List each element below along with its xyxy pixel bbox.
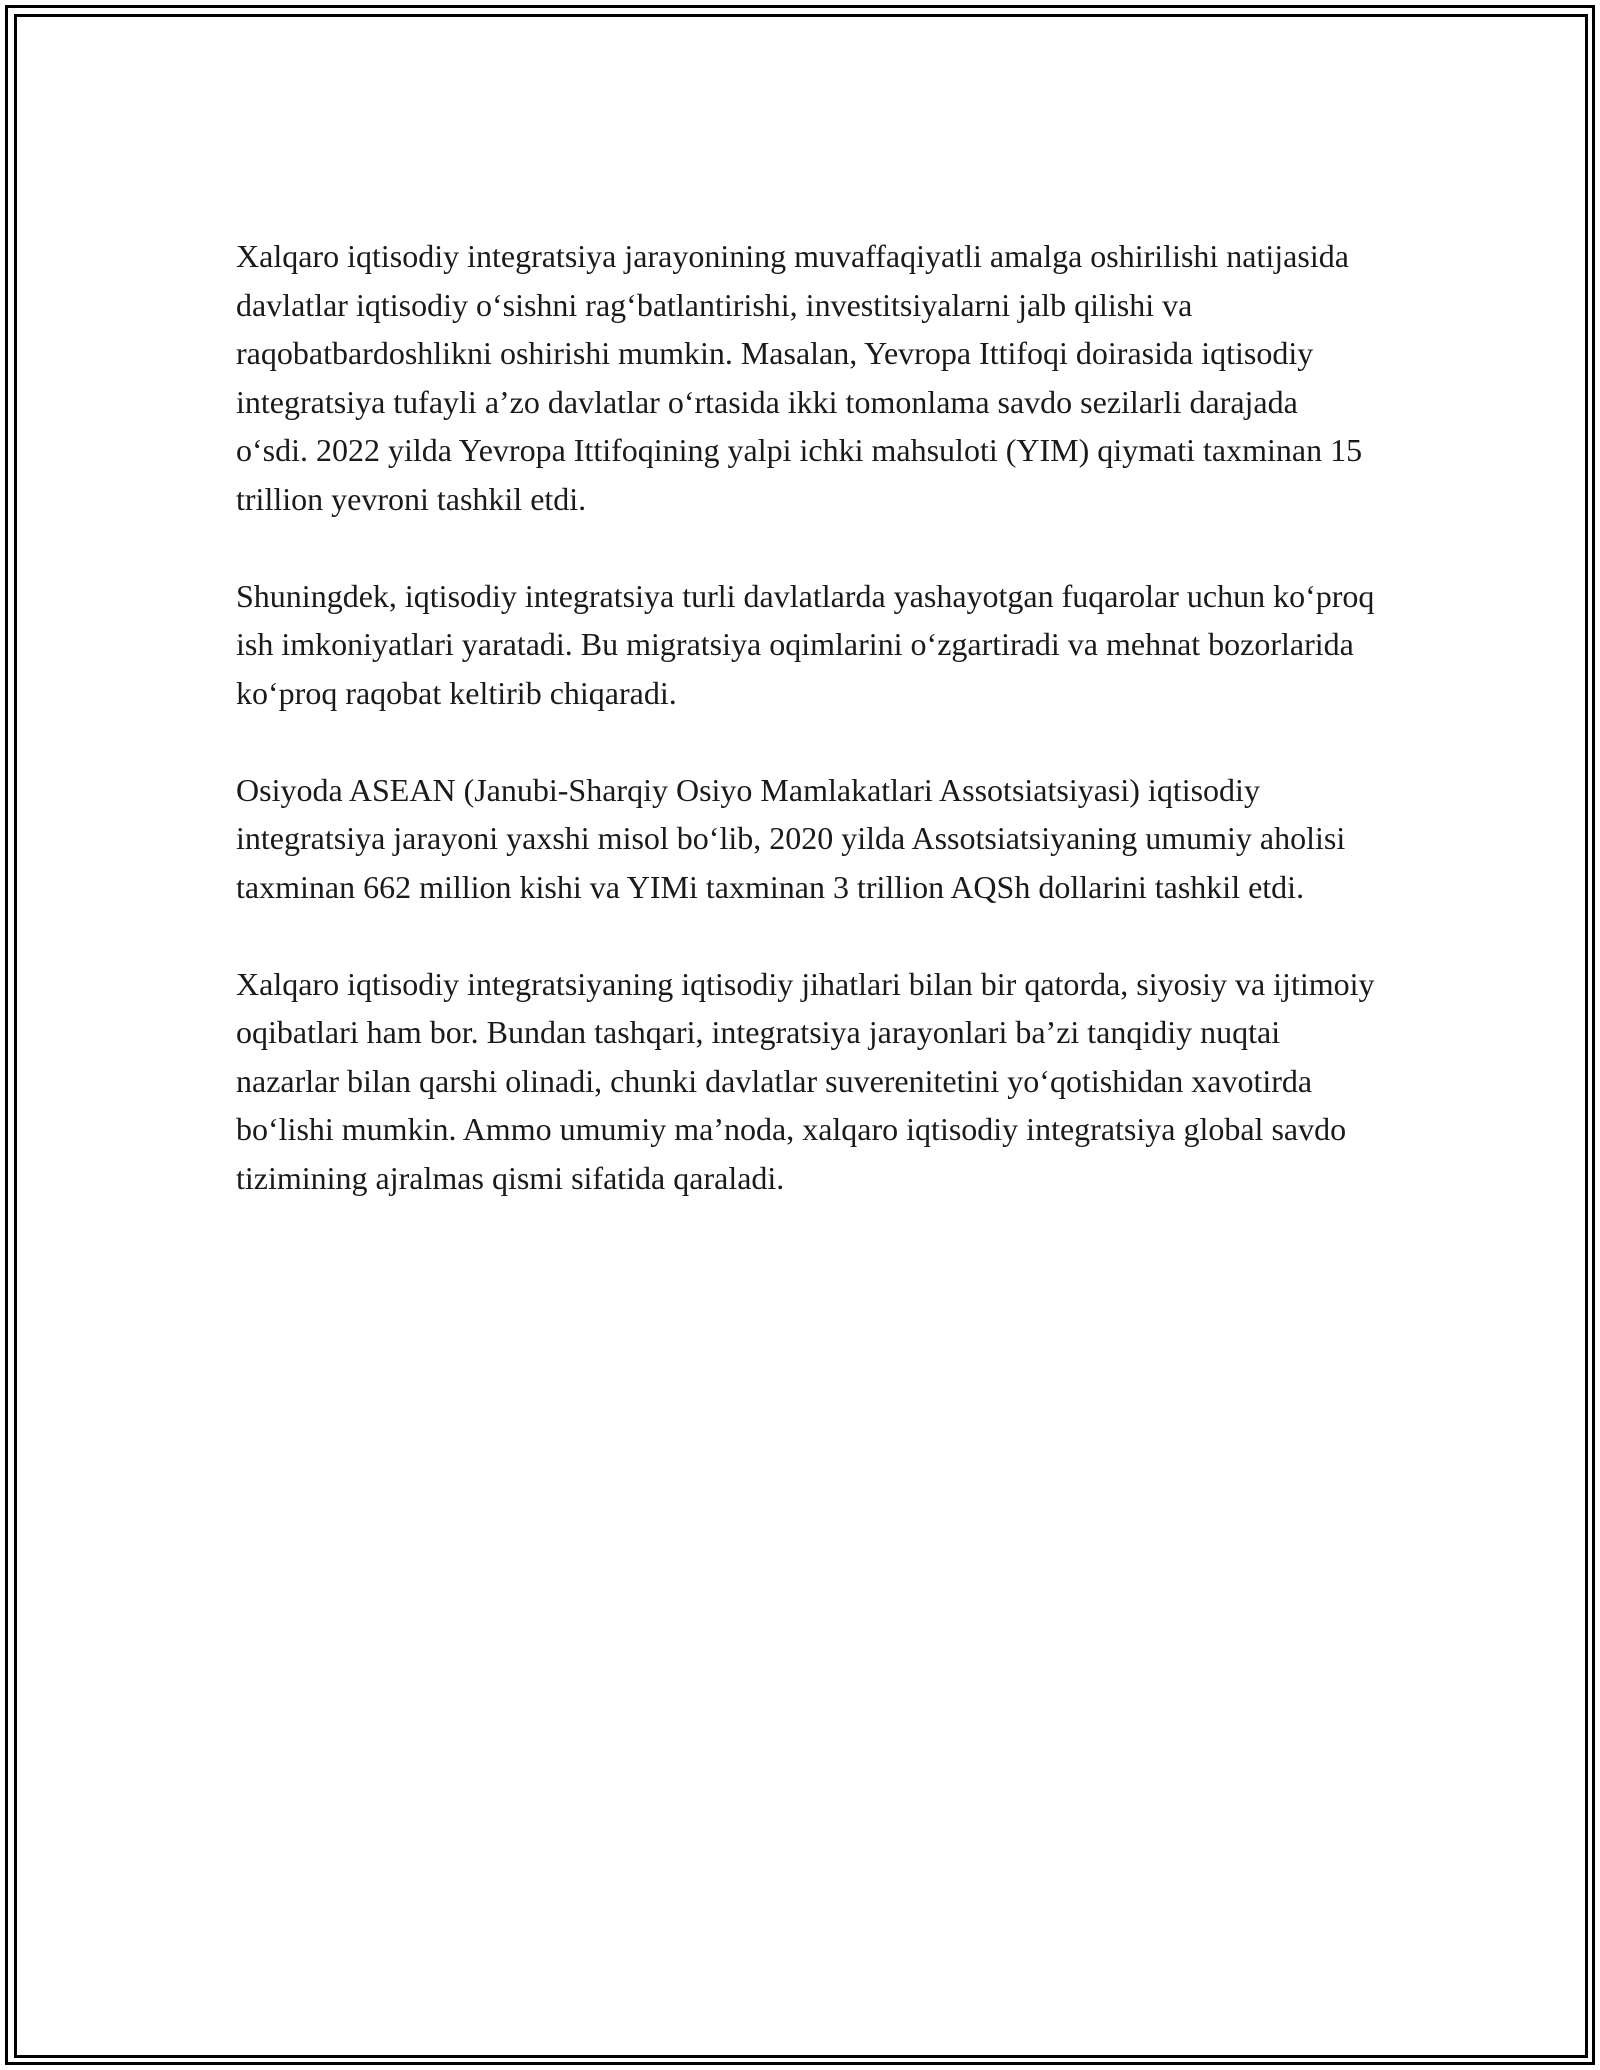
- paragraph-4: Xalqaro iqtisodiy integratsiyaning iqtisodiy jihatlari bilan bir qatorda, siyosiy va ijtimoiy oqibatlari ham bor. Bundan tashqari, integratsiya jarayonlari ba’zi tanqidiy nuqtai nazarlar bilan qarshi olinadi, chunki davlatlar suverenitetini yo‘qotishidan xavotirda bo‘lishi mumkin. Ammo umumiy ma’noda, xalqaro iqtisodiy integratsiya global savdo tizimining ajralmas qismi sifatida qaraladi.: [236, 965, 1375, 1196]
- paragraph-2: Shuningdek, iqtisodiy integratsiya turli davlatlarda yashayotgan fuqarolar uchun ko‘proq ish imkoniyatlari yaratadi. Bu migratsiya oqimlarini o‘zgartiradi va mehnat bozorlarida ko‘proq raqobat keltirib chiqaradi.: [236, 577, 1375, 711]
- paragraph-3: Osiyoda ASEAN (Janubi-Sharqiy Osiyo Mamlakatlari Assotsiatsiyasi) iqtisodiy integratsiya jarayoni yaxshi misol bo‘lib, 2020 yilda Assotsiatsiyaning umumiy aholisi taxminan 662 million kishi va YIMi taxminan 3 trillion AQSh dollarini tashkil etdi.: [236, 771, 1346, 905]
- paragraph-1: Xalqaro iqtisodiy integratsiya jarayonining muvaffaqiyatli amalga oshirilishi natijasida davlatlar iqtisodiy o‘sishni rag‘batlantirishi, investitsiyalarni jalb qilishi va raqobatbardoshlikni oshirishi mumkin. Masalan, Yevropa Ittifoqi doirasida iqtisodiy integratsiya tufayli a’zo davlatlar o‘rtasida ikki tomonlama savdo sezilarli darajada o‘sdi. 2022 yilda Yevropa Ittifoqining yalpi ichki mahsuloti (YIM) qiymati taxminan 15 trillion yevroni tashkil etdi.: [236, 238, 1363, 517]
- document-body: [236, 232, 1376, 1251]
